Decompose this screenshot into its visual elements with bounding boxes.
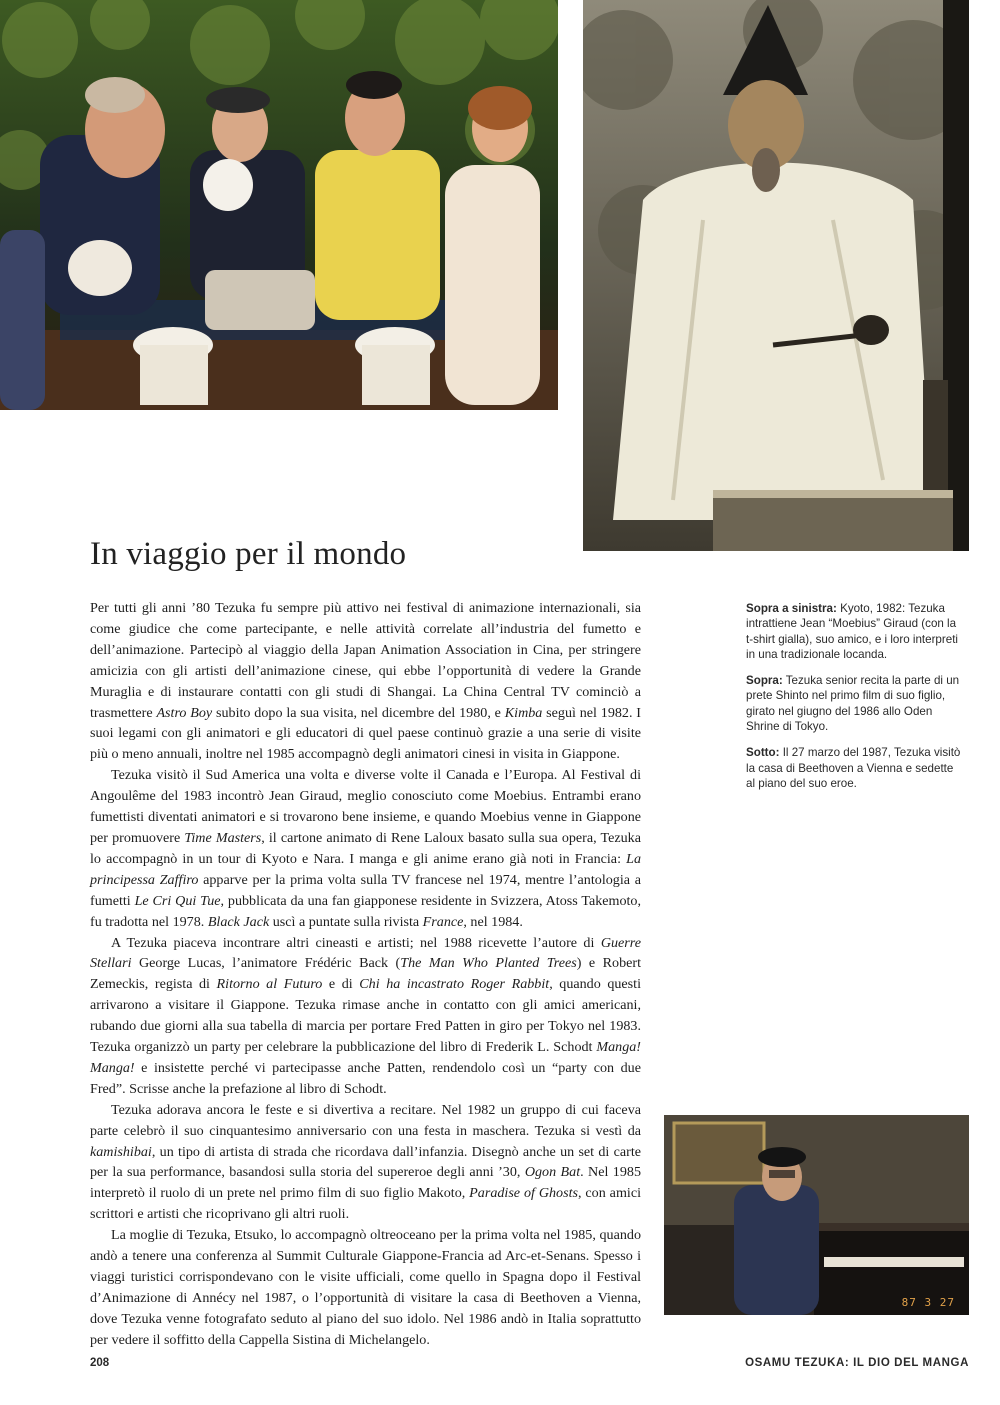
italic-title: France — [422, 913, 464, 930]
kyoto-group-photo — [0, 0, 558, 410]
italic-title: Manga! Manga! — [90, 1039, 641, 1076]
italic-title: Guerre Stellari — [90, 934, 641, 972]
article-paragraph: Tezuka adorava ancora le feste e si divertiva a recitare. Nel 1982 un gruppo di cui faceva parte celebrò il suo cinquantesimo anniversario con una festa in maschera. Tezuka si vestì da kamishibai, un tipo di artista di strada che ricordava dall’infanzia. Disegnò anche un set di carte per la sua performance, basandosi sulla storia del supereroe degli anni ’30, Ogon Bat. Nel 1985 interpretò il ruolo di un prete nel primo film di suo figlio Makoto, Paradise of Ghosts, con amici scrittori e artisti che ricoprivano gli altri ruoli. — [90, 1101, 641, 1223]
italic-title: Ogon Bat — [524, 1164, 581, 1181]
piano-photo-illustration — [664, 1115, 969, 1315]
caption-lead: Sopra: — [746, 674, 783, 688]
italic-title: Paradise of Ghosts — [469, 1185, 578, 1202]
italic-title: Astro Boy — [156, 704, 213, 721]
italic-title: Black Jack — [207, 913, 270, 930]
photo-captions — [746, 601, 964, 802]
italic-title: The Man Who Planted Trees — [400, 955, 577, 972]
italic-title: Time Masters — [184, 829, 262, 846]
page-number: 208 — [90, 1357, 110, 1369]
italic-title: Kimba — [504, 704, 543, 721]
caption: Sotto: Il 27 marzo del 1987, Tezuka visitò la casa di Beethoven a Vienna e sedette al piano del suo eroe. — [746, 746, 961, 790]
shinto-priest-photo — [583, 0, 969, 551]
italic-title: La principessa Zaffiro — [90, 850, 641, 888]
article-heading: In viaggio per il mondo — [90, 536, 407, 572]
date-stamp: 87 3 27 — [901, 1296, 955, 1309]
article-paragraph: Per tutti gli anni ’80 Tezuka fu sempre più attivo nei festival di animazione internazionali, sia come giudice che come partecipante, e nelle attività correlate all’industria del fumetto e dell’animazione. Partecipò al viaggio della Japan Animation Association in Cina, per stringere amicizia con gli artisti dell’animazione cinese, qui ebbe l’opportunità di vedere la Grande Muraglia e di instaurare contatti con gli studi di Shangai. La China Central TV cominciò a trasmettere Astro Boy subito dopo la sua visita, nel dicembre del 1980, e Kimba seguì nel 1982. I suoi legami con gli animatori e gli educatori di quel paese continuò grazie a una serie di visite più o meno annuali, inoltre nel 1985 accompagnò degli animatori cinesi in visita in Giappone. — [90, 600, 642, 763]
article-body — [90, 598, 641, 1351]
article-paragraph: A Tezuka piaceva incontrare altri cineasti e artisti; nel 1988 ricevette l’autore di Guerre Stellari George Lucas, l’animatore Frédéric Back (The Man Who Planted Trees) e Robert Zemeckis, regista di Ritorno al Futuro e di Chi ha incastrato Roger Rabbit, quando questi arrivarono a visitare il Giappone. Tezuka rimase anche in contatto con gli amici americani, rubando due giorni alla sua tabella di marcia per portare Fred Patten in giro per Tokyo nel 1983. Tezuka organizzò un party per celebrare la pubblicazione del libro di Frederik L. Schodt Manga! Manga! e insistette perché vi partecipasse anche Patten, rendendolo così un “party con due Fred”. Scrisse anche la prefazione al libro di Schodt. — [90, 934, 642, 1097]
caption-lead: Sotto: — [746, 746, 780, 760]
article-paragraph: Tezuka visitò il Sud America una volta e diverse volte il Canada e l’Europa. Al Festival di Angoulême del 1983 incontrò Jean Giraud, meglio conosciuto come Moebius. Entrambi erano fumettisti diventati animatori e si trovarono bene insieme, e quando Moebius venne in Giappone per promuovere Time Masters, il cartone animato di Rene Laloux basato sulla sua opera, Tezuka lo accompagnò in un tour di Kyoto e Nara. I manga e gli anime erano già noti in Francia: La principessa Zaffiro apparve per la prima volta sulla TV francese nel 1974, mentre l’antologia a fumetti Le Cri Qui Tue, pubblicata da una fan giapponese residente in Svizzera, Atoss Takemoto, fu tradotta nel 1978. Black Jack uscì a puntate sulla rivista France, nel 1984. — [90, 767, 641, 930]
beethoven-piano-photo — [664, 1115, 969, 1315]
italic-title: Chi ha incastrato Roger Rabbit — [359, 976, 550, 993]
caption: Sopra: Tezuka senior recita la parte di un prete Shinto nel primo film di suo figlio, girato nel giugno del 1986 allo Oden Shrine di Tokyo. — [746, 674, 960, 734]
caption-lead: Sopra a sinistra: — [746, 602, 837, 615]
italic-title: Le Cri Qui Tue — [134, 892, 221, 909]
italic-title: Ritorno al Futuro — [216, 976, 323, 993]
shinto-photo-illustration — [583, 0, 969, 551]
article-paragraph: La moglie di Tezuka, Etsuko, lo accompagnò oltreoceano per la prima volta nel 1985, quando andò a tenere una conferenza al Summit Culturale Giappone-Francia ad Arc-et-Senans. Spesso i viaggi turistici corrispondevano con le visite ufficiali, come quello in Spagna dopo il Festival d’Animazione di Annécy nel 1987, o l’opportunità di visitare la casa di Beethoven a Vienna, dove Tezuka venne fotografato seduto al piano del suo idolo. Nel 1986 andò in Italia soprattutto per vedere il soffitto della Cappella Sistina di Michelangelo. — [90, 1227, 641, 1348]
caption: Sopra a sinistra: Kyoto, 1982: Tezuka intrattiene Jean “Moebius” Giraud (con la t-shirt gialla), suo amico, e i loro interpreti in una tradizionale locanda. — [746, 602, 958, 661]
running-title: OSAMU TEZUKA: IL DIO DEL MANGA — [745, 1357, 969, 1369]
italic-title: kamishibai — [90, 1143, 152, 1160]
kyoto-photo-illustration — [0, 0, 558, 410]
